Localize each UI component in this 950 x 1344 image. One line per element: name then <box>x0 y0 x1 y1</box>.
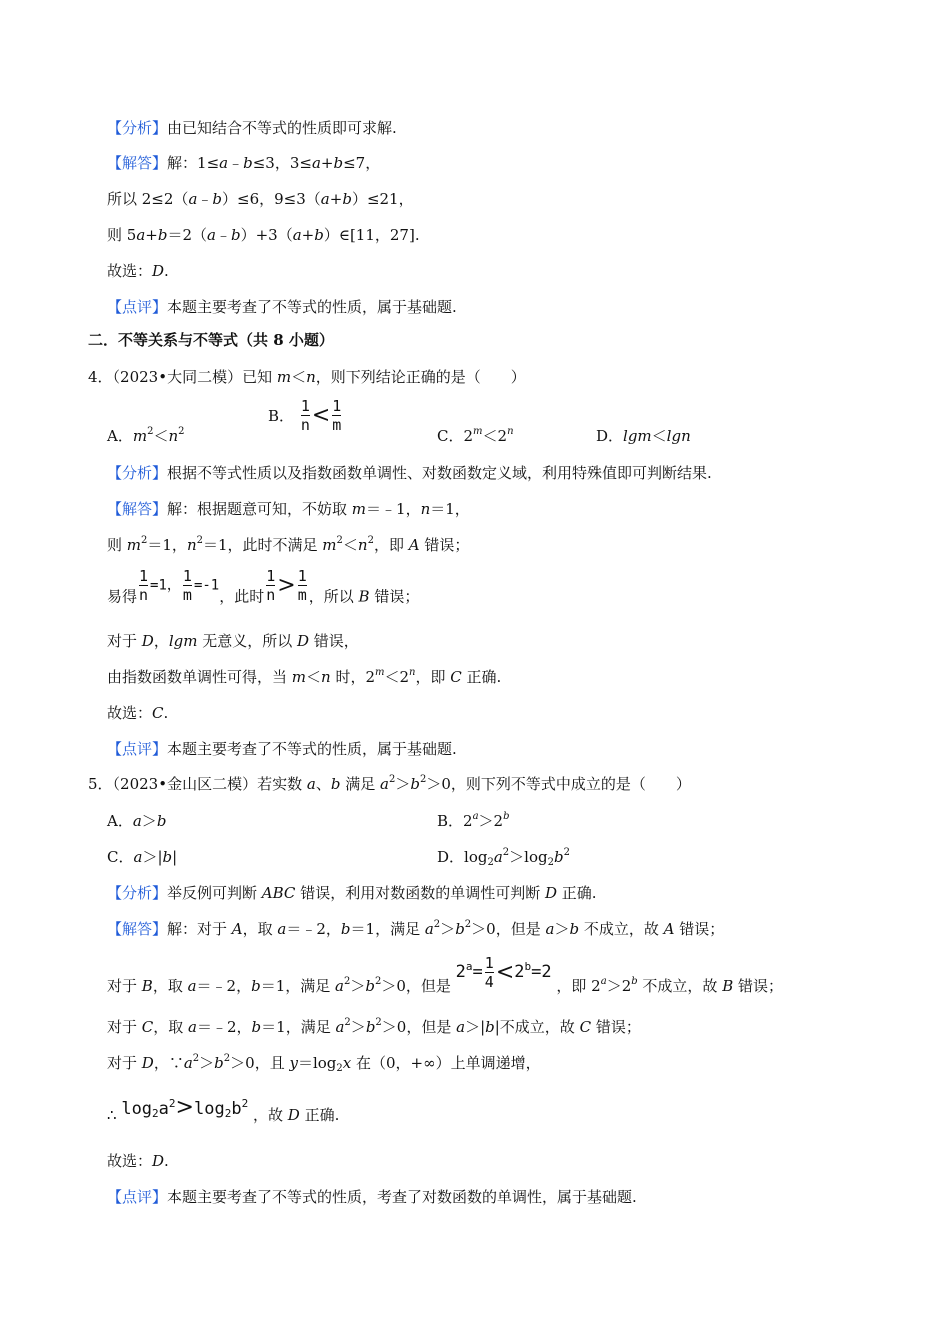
q4-source: （2023•大同二模） <box>112 368 243 386</box>
q5-solution-line3: 对于 C，取 a＝﹣2，b＝1，满足 $a^2>b^2>0$，但是 a＞|b|不成立，故 C 错误； <box>107 1017 641 1036</box>
q4-solution-line5: 由指数函数单调性可得，当 m＜n 时，$2^m<2^n$，即 C 正确. <box>107 667 502 686</box>
q5-solution-line4: 对于 D，$\because a^2>b^2>0$，且 $y=\log_2x$ 在（0，+∞）上单调递增， <box>107 1053 541 1074</box>
q4-solution-line4: 对于 D，lgm 无意义，所以 D 错误， <box>107 632 359 650</box>
fraction: $\frac{1}{n}$ <box>266 567 276 604</box>
prev-solution-line1-text: 解： <box>167 154 198 172</box>
analysis-tag: 【分析】 <box>107 119 168 137</box>
q5-choose: 故选：D. <box>107 1152 169 1170</box>
analysis-tag: 【分析】 <box>107 464 168 482</box>
q5-comment: 【点评】本题主要考查了不等式的性质，考查了对数函数的单调性，属于基础题. <box>107 1188 637 1206</box>
q5-option-a: A．a＞b <box>107 812 167 830</box>
answer-tag: 【解答】 <box>107 154 168 172</box>
q4-option-b: B． $\frac{1}{n}$ < $\frac{1}{m}$ <box>268 397 342 434</box>
q5-solution-line5: ∴ $\log_2a^2>\log_2b^2$ ，故 D 正确. <box>107 1095 340 1124</box>
q5-option-c: C．a＞|b| <box>107 848 178 866</box>
q5-source: （2023•金山区二模） <box>112 775 258 793</box>
prev-comment: 【点评】本题主要考查了不等式的性质，属于基础题. <box>107 298 457 316</box>
q5-option-b: B．$2^a>2^b$ <box>437 811 510 830</box>
q5-solution-line2: 对于 B，取 a＝﹣2，b＝1，满足 $a^2>b^2>0$，但是 $2^a=$ $\frac{1}{4}$ $<2^b=2$ ，即 $2^a>2^b$ 不成立，故 B 错误； <box>107 954 783 995</box>
fraction: $\frac{1}{4}$ <box>484 954 494 991</box>
comment-tag: 【点评】 <box>107 1188 168 1206</box>
section-title: 二．不等关系与不等式（共 8 小题） <box>88 331 334 349</box>
q5-option-d: D．$\log_2a^2>\log_2b^2$ <box>437 847 570 868</box>
fraction: $\frac{1}{m}$ <box>182 567 192 604</box>
q4-solution-line3: 易得 $\frac{1}{n}$ =1， $\frac{1}{m}$ =-1，此时 $\frac{1}{n}$ > $\frac{1}{m}$ ，所以 B 错误； <box>107 567 420 606</box>
q5-stem: 5．（2023•金山区二模）若实数 a、b 满足 $a^2>b^2>0$，则下列不等式中成立的是（ ） <box>88 774 691 793</box>
q4-solution-line1: 【解答】解：根据题意可知，不妨取 m＝﹣1，n＝1， <box>107 500 470 518</box>
prev-analysis: 【分析】由已知结合不等式的性质即可求解. <box>107 119 397 137</box>
comment-tag: 【点评】 <box>107 740 168 758</box>
q4-comment: 【点评】本题主要考查了不等式的性质，属于基础题. <box>107 740 457 758</box>
q4-option-c: C．$2^m<2^n$ <box>437 426 514 445</box>
fraction: $\frac{1}{n}$ <box>300 397 310 434</box>
fraction: $\frac{1}{m}$ <box>332 397 342 434</box>
fraction: $\frac{1}{m}$ <box>297 567 307 604</box>
prev-solution-line3: 则 5a+b＝2（a﹣b）+3（a+b）∈[11，27]. <box>107 226 420 244</box>
q4-choose: 故选：C. <box>107 704 169 722</box>
prev-solution-line2: 所以 2≤2（a﹣b）≤6，9≤3（a+b）≤21， <box>107 190 414 208</box>
prev-choose: 故选：D. <box>107 262 169 280</box>
answer-tag: 【解答】 <box>107 500 168 518</box>
q4-stem: 4．（2023•大同二模）已知 m＜n，则下列结论正确的是（ ） <box>88 368 526 386</box>
q4-solution-line2: 则 $m^2=1$，$n^2=1$，此时不满足 $m^2<n^2$，即 A 错误； <box>107 535 470 554</box>
fraction: $\frac{1}{n}$ <box>139 567 149 604</box>
answer-tag: 【解答】 <box>107 920 168 938</box>
prev-solution-line1: 【解答】解：1≤a﹣b≤3，3≤a+b≤7， <box>107 154 381 172</box>
q4-analysis: 【分析】根据不等式性质以及指数函数单调性、对数函数定义域，利用特殊值即可判断结果. <box>107 464 712 482</box>
comment-tag: 【点评】 <box>107 298 168 316</box>
q4-option-a: A．$m^2<n^2$ <box>107 426 185 445</box>
q5-analysis: 【分析】举反例可判断 ABC 错误，利用对数函数的单调性可判断 D 正确. <box>107 884 597 902</box>
q4-option-d: D．lgm＜lgn <box>596 427 691 445</box>
q5-solution-line1: 【解答】解：对于 A，取 a＝﹣2，b＝1，满足 $a^2>b^2>0$，但是 a＞b 不成立，故 A 错误； <box>107 919 725 938</box>
analysis-tag: 【分析】 <box>107 884 168 902</box>
